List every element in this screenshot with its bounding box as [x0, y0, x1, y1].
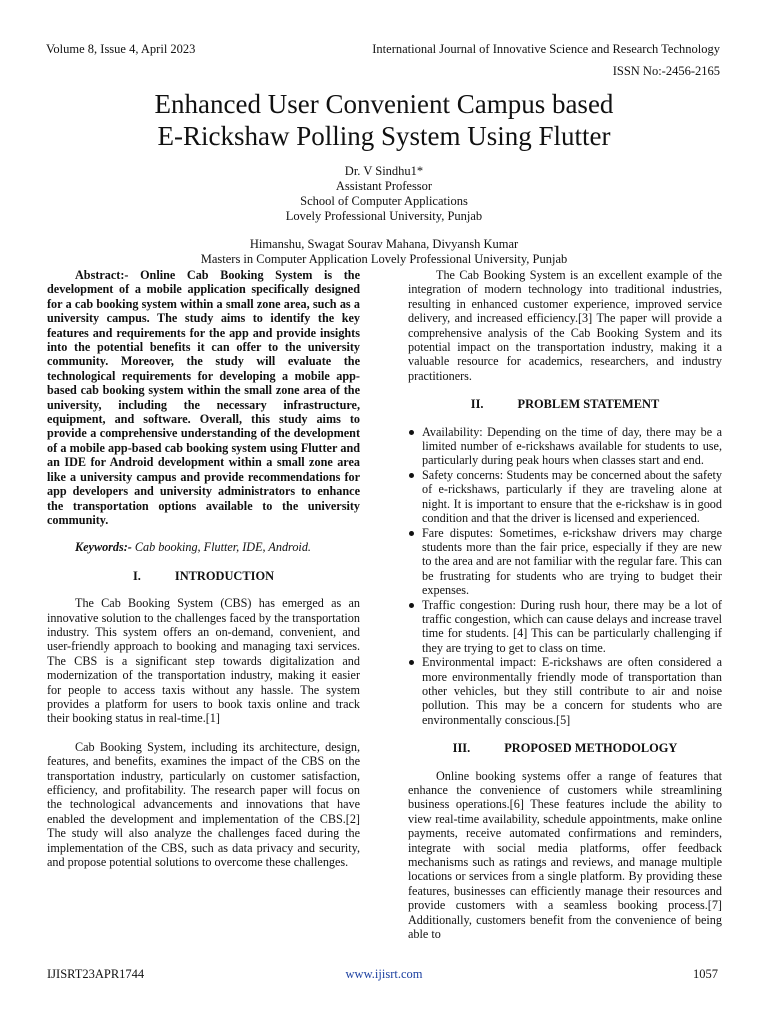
intro-paragraph-3: The Cab Booking System is an excellent example of the integration of modern technology into traditional industries, resulting in enhanced customer experience, improved service delivery, and increased efficiency.[3] The paper will provide a comprehensive analysis of the Cab Booking System and its potential impact on the transportation industry, making it a valuable resource for academics, researchers, and industry practitioners.	[408, 268, 722, 383]
methodology-paragraph-1: Online booking systems offer a range of features that enhance the convenience of customers while streamlining business operations.[6] These features include the ability to view real-time availability, schedule appointments, make online payments, receive automated confirmations and reminders, integrate with social media platforms, offer feedback mechanisms such as ratings and reviews, and manage multiple locations or services from a single platform. By providing these features, businesses can efficiently manage their resources and provide customers with a seamless booking process.[7] Additionally, customers benefit from the convenience of being able to	[408, 768, 722, 942]
section-heading-introduction	[47, 569, 360, 583]
primary-author: Dr. V Sindhu1*	[344, 164, 424, 178]
student-authors: Himanshu, Swagat Sourav Mahana, Divyansh Kumar	[249, 237, 519, 251]
title-line-2: E-Rickshaw Polling System Using Flutter	[157, 121, 611, 151]
page-number: 1057	[693, 967, 718, 981]
section-title: PROBLEM STATEMENT	[517, 397, 660, 412]
student-affiliation: Masters in Computer Application Lovely Professional University, Punjab	[200, 252, 568, 266]
section-number: III.	[452, 741, 471, 756]
right-column	[408, 268, 722, 941]
issn: ISSN No:-2456-2165	[612, 64, 720, 78]
list-item: Traffic congestion: During rush hour, there may be a lot of traffic congestion, which can cause delays and increase travel time for students. [4] This can be particularly challenging if they are trying to get to class on time.	[408, 598, 722, 656]
list-item: Fare disputes: Sometimes, e-rickshaw drivers may charge students more than the fair price, especially if they are new to the area and are not familiar with the regular fare. This can be frustrating for students who are trying to budget their expenses.	[408, 526, 722, 598]
journal-volume: Volume 8, Issue 4, April 2023	[46, 42, 196, 56]
journal-name: International Journal of Innovative Science and Research Technology	[372, 42, 720, 56]
title-line-1: Enhanced User Convenient Campus based	[154, 89, 614, 119]
journal-website-link[interactable]: www.ijisrt.com	[345, 967, 423, 981]
list-item: Safety concerns: Students may be concerned about the safety of e-rickshaws, particularly if they are traveling alone at night. It is important to ensure that the e-rickshaw is in good condition and that the driver is licensed and experienced.	[408, 468, 722, 526]
author-role: Assistant Professor	[335, 179, 433, 193]
author-university: Lovely Professional University, Punjab	[285, 209, 483, 223]
problem-list	[408, 425, 722, 728]
list-item: Availability: Depending on the time of day, there may be a limited number of e-rickshaws available for students to use, particularly during peak hours when classes start and end.	[408, 425, 722, 468]
list-item: Environmental impact: E-rickshaws are often considered a more environmentally friendly mode of transportation than other vehicles, but they still contribute to air and noise pollution. This may be a concern for students who are environmentally conscious.[5]	[408, 655, 722, 727]
paper-id: IJISRT23APR1744	[47, 967, 145, 981]
keywords-label: Keywords:-	[75, 540, 132, 555]
keywords	[47, 540, 360, 554]
section-title: INTRODUCTION	[174, 568, 275, 583]
paper-title	[0, 88, 768, 152]
author-block	[0, 164, 768, 267]
intro-paragraph-2: Cab Booking System, including its architecture, design, features, and benefits, examines the impact of the CBS on the transportation industry, particularly on customer satisfaction, efficiency, and profitability. The research paper will focus on the technological advancements and innovations that have enabled the development and implementation of the CBS.[2] The study will also analyze the challenges faced during the implementation of the CBS, such as data privacy and security, and propose potential solutions to overcome these challenges.	[47, 739, 360, 870]
section-title: PROPOSED METHODOLOGY	[504, 741, 678, 756]
left-column	[47, 268, 360, 869]
intro-paragraph-1: The Cab Booking System (CBS) has emerged as an innovative solution to the challenges faced by the transportation industry. This system offers an on-demand, convenient, and user-friendly approach to booking and managing taxi services. The CBS is a significant step towards digitalization and modernization of the transportation industry, making it easier for people to access taxis without any hassle. The system provides a platform for users to book taxis online and track their booking status in real-time.[1]	[47, 596, 360, 726]
section-heading-problem-statement	[408, 397, 722, 411]
keywords-value: Cab booking, Flutter, IDE, Android.	[134, 540, 311, 555]
section-number: II.	[470, 397, 484, 412]
section-heading-proposed-methodology	[408, 741, 722, 755]
author-school: School of Computer Applications	[300, 194, 468, 208]
section-number: I.	[132, 568, 141, 583]
abstract: Abstract:- Online Cab Booking System is the development of a mobile application specifically designed for a cab booking system within a small zone area, such as a university campus. The study aims to identify the key features and requirements for the app and provide insights into the potential benefits it can offer to the university community. Moreover, the study will evaluate the technological requirements for developing a mobile app-based cab booking system within the small zone area of the university, including the necessary infrastructure, equipment, and software. Overall, this study aims to provide a comprehensive understanding of the development of a mobile app-based cab booking system using Flutter and an IDE for Android development within a small zone area like a university campus and provide recommendations for app developers and university administrators to enhance the transportation options available to the university community.	[47, 268, 360, 527]
